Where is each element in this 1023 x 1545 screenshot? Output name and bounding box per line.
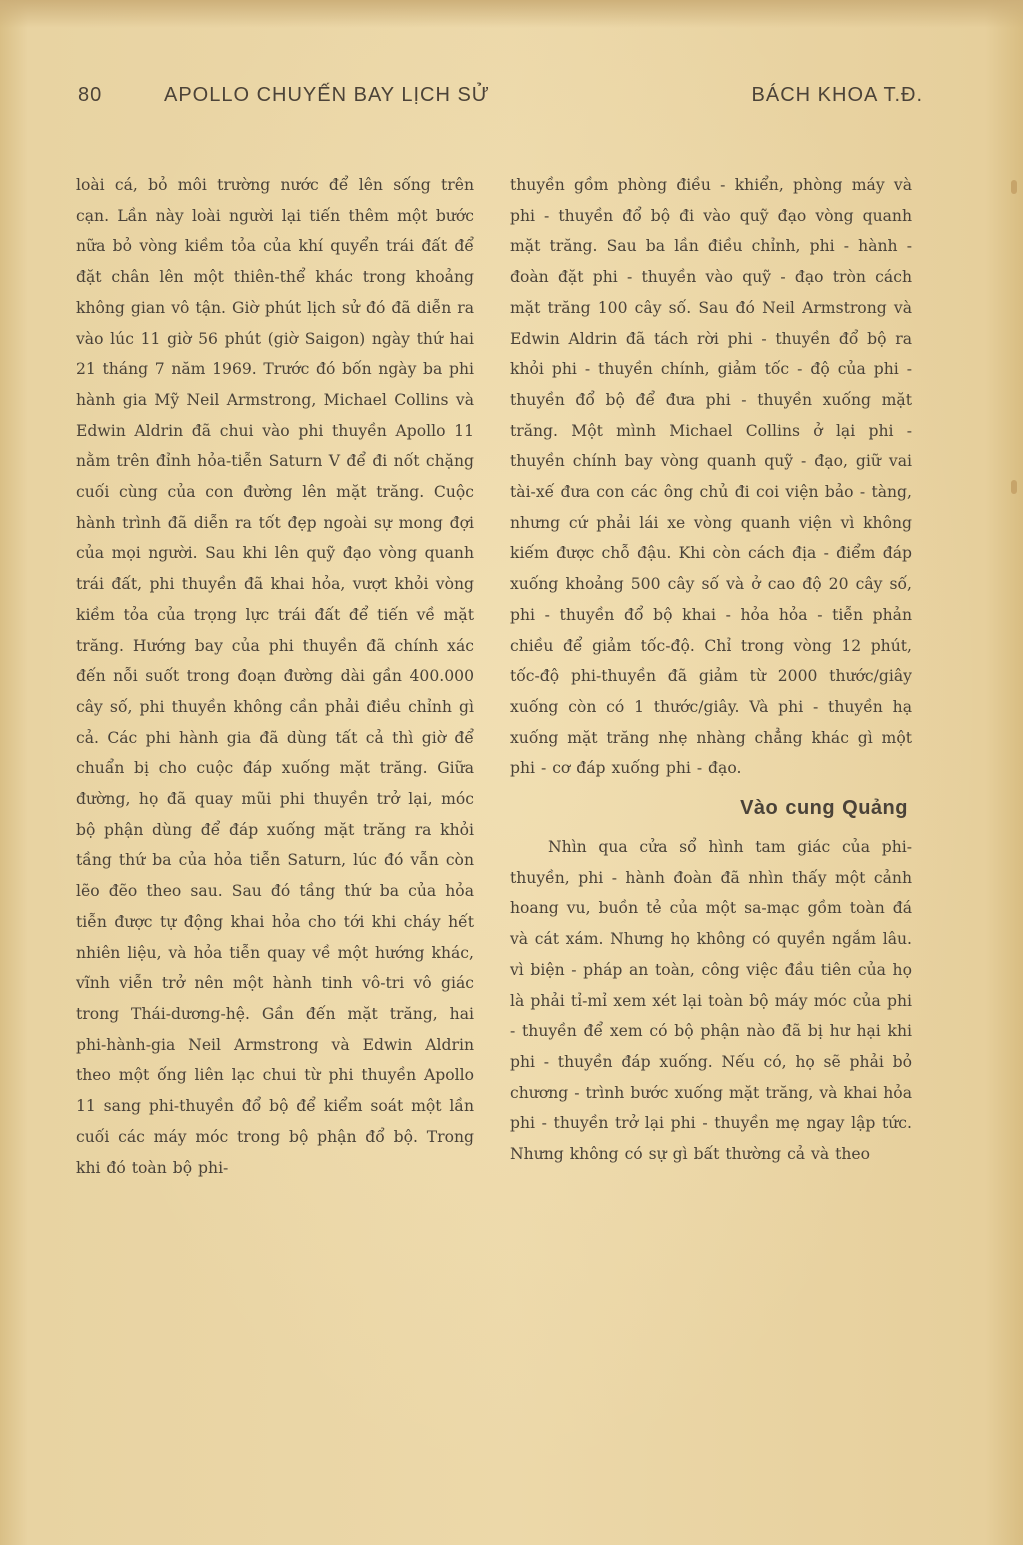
margin-stain — [1011, 180, 1017, 194]
page-number: 80 — [78, 84, 103, 106]
margin-stain — [1011, 480, 1017, 494]
body-paragraph: thuyền gồm phòng điều - khiển, phòng máy và phi - thuyền đổ bộ đi vào quỹ đạo vòng quanh mặt trăng. Sau ba lần điều chỉnh, phi - hành - đoàn đặt phi - thuyền vào quỹ - đạo tròn cách mặt trăng 100 cây số. Sau đó Neil Armstrong và Edwin Aldrin đã tách rời phi - thuyền đổ bộ ra khỏi phi - thuyền chính, giảm tốc - độ của phi - thuyền đổ bộ để đưa phi - thuyền xuống mặt trăng. Một mình Michael Collins ở lại phi - thuyền chính bay vòng quanh quỹ - đạo, giữ vai tài-xế đưa con các ông chủ đi coi viện bảo - tàng, nhưng cứ phải lái xe vòng quanh viện vì không kiếm được chỗ đậu. Khi còn cách địa - điểm đáp xuống khoảng 500 cây số và ở cao độ 20 cây số, phi - thuyền đổ bộ khai - hỏa hỏa - tiễn phản chiều để giảm tốc-độ. Chỉ trong vòng 12 phút, tốc-độ phi-thuyền đã giảm từ 2000 thước/giây xuống còn có 1 thước/giây. Và phi - thuyền hạ xuống mặt trăng nhẹ nhàng chẳng khác gì một phi - cơ đáp xuống phi - đạo. — [510, 176, 912, 778]
running-header — [78, 84, 923, 118]
section-heading: Vào cung Quảng — [740, 797, 908, 820]
right-column — [510, 170, 912, 1460]
publication-name: BÁCH KHOA T.Đ. — [751, 84, 923, 106]
body-paragraph: loài cá, bỏ môi trường nước để lên sống trên cạn. Lần này loài người lại tiến thêm một bước nữa bỏ vòng kiềm tỏa của khí quyển trái đất để đặt chân lên một thiên-thể khác trong khoảng không gian vô tận. Giờ phút lịch sử đó đã diễn ra vào lúc 11 giờ 56 phút (giờ Saigon) ngày thứ hai 21 tháng 7 năm 1969. Trước đó bốn ngày ba phi hành gia Mỹ Neil Armstrong, Michael Collins và Edwin Aldrin đã chui vào phi thuyền Apollo 11 nằm trên đỉnh hỏa-tiễn Saturn V để đi nốt chặng cuối cùng của con đường lên mặt trăng. Cuộc hành trình đã diễn ra tốt đẹp ngoài sự mong đợi của mọi người. Sau khi lên quỹ đạo vòng quanh trái đất, phi thuyền đã khai hỏa, vượt khỏi vòng kiềm tỏa của trọng lực trái đất để tiến về mặt trăng. Hướng bay của phi thuyền đã chính xác đến nỗi suốt trong đoạn đường dài gần 400.000 cây số, phi thuyền không cần phải điều chỉnh gì cả. Các phi hành gia đã dùng tất cả thì giờ để chuẩn bị cho cuộc đáp xuống mặt trăng. Giữa đường, họ đã quay mũi phi thuyền trở lại, móc bộ phận dùng để đáp xuống mặt trăng ra khỏi tầng thứ ba của hỏa tiễn Saturn, lúc đó vẫn còn lẽo đẽo theo sau. Sau đó tầng thứ ba của hỏa tiễn được tự động khai hỏa cho tới khi cháy hết nhiên liệu, và hỏa tiễn quay về một hướng khác, vĩnh viễn trở nên một hành tinh vô-tri vô giác trong Thái-dương-hệ. Gần đến mặt trăng, hai phi-hành-gia Neil Armstrong và Edwin Aldrin theo một ống liên lạc chui từ phi thuyền Apollo 11 sang phi-thuyền đổ bộ để kiểm soát một lần cuối các máy móc trong bộ phận đổ bộ. Trong khi đó toàn bộ phi- — [76, 176, 474, 1177]
running-title: APOLLO CHUYẾN BAY LỊCH SỬ — [164, 84, 490, 106]
page-fold-shadow — [0, 0, 1023, 28]
left-column — [76, 170, 474, 1460]
body-paragraph: Nhìn qua cửa sổ hình tam giác của phi-thuyền, phi - hành đoàn đã nhìn thấy một cảnh hoang vu, buồn tẻ của một sa-mạc gồm toàn đá và cát xám. Nhưng họ không có quyền ngắm lâu. vì biện - pháp an toàn, công việc đầu tiên của họ là phải tỉ-mỉ xem xét lại toàn bộ máy móc của phi - thuyền để xem có bộ phận nào đã bị hư hại khi phi - thuyền đáp xuống. Nếu có, họ sẽ phải bỏ chương - trình bước xuống mặt trăng, và khai hỏa phi - thuyền trở lại phi - thuyền mẹ ngay lập tức. Nhưng không có sự gì bất thường cả và theo — [510, 838, 912, 1164]
